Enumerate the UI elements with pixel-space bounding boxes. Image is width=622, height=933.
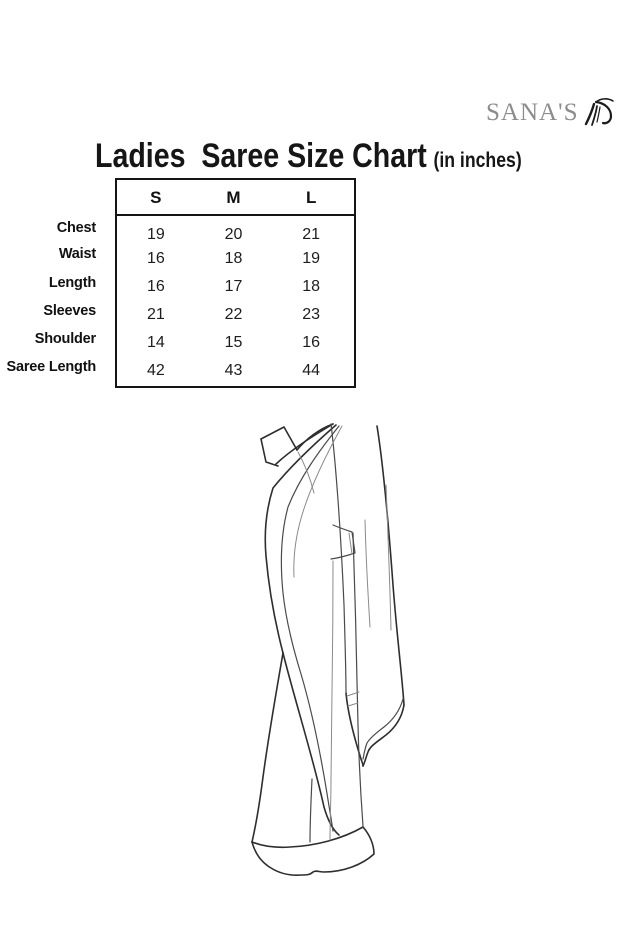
cell-sleeves-s: 21 xyxy=(146,306,165,323)
cell-saree-length-m: 43 xyxy=(224,362,243,379)
row-label-shoulder: Shoulder xyxy=(34,331,96,347)
table-row-sleeves xyxy=(117,305,350,325)
row-label-waist: Waist xyxy=(58,246,96,262)
row-label-saree-length: Saree Length xyxy=(6,359,96,375)
cell-sleeves-l: 23 xyxy=(302,306,321,323)
saree-illustration xyxy=(200,415,460,933)
cell-length-l: 18 xyxy=(302,278,321,295)
cell-length-m: 17 xyxy=(224,278,243,295)
row-label-chest: Chest xyxy=(56,220,96,236)
cell-saree-length-s: 42 xyxy=(146,362,165,379)
header-divider xyxy=(117,214,354,216)
cell-waist-l: 19 xyxy=(302,250,321,267)
page-title-text: Ladies Saree Size Chart xyxy=(95,137,427,175)
column-header-m: M xyxy=(226,188,241,207)
cell-chest-s: 19 xyxy=(146,226,165,243)
cell-sleeves-m: 22 xyxy=(224,306,243,323)
column-header-l: L xyxy=(305,188,317,207)
saree-flourish-icon xyxy=(582,96,614,133)
cell-saree-length-l: 44 xyxy=(302,362,321,379)
table-row-saree-length xyxy=(117,361,350,381)
size-table-header xyxy=(117,188,350,208)
row-label-length: Length xyxy=(48,275,96,291)
cell-shoulder-m: 15 xyxy=(224,334,243,351)
cell-shoulder-s: 14 xyxy=(146,334,165,351)
unit-label: (in inches) xyxy=(433,149,522,172)
cell-waist-m: 18 xyxy=(224,250,243,267)
column-header-s: S xyxy=(150,188,162,207)
size-table xyxy=(115,178,356,388)
page-title xyxy=(95,136,522,177)
table-row-chest xyxy=(117,225,350,245)
brand-logo xyxy=(486,96,614,133)
brand-name: SANA'S xyxy=(486,99,579,126)
cell-chest-l: 21 xyxy=(302,226,321,243)
cell-shoulder-l: 16 xyxy=(302,334,321,351)
table-row-waist xyxy=(117,249,350,269)
row-label-sleeves: Sleeves xyxy=(43,303,96,319)
cell-waist-s: 16 xyxy=(146,250,165,267)
cell-length-s: 16 xyxy=(146,278,165,295)
table-row-length xyxy=(117,277,350,297)
cell-chest-m: 20 xyxy=(224,226,243,243)
table-row-shoulder xyxy=(117,333,350,353)
